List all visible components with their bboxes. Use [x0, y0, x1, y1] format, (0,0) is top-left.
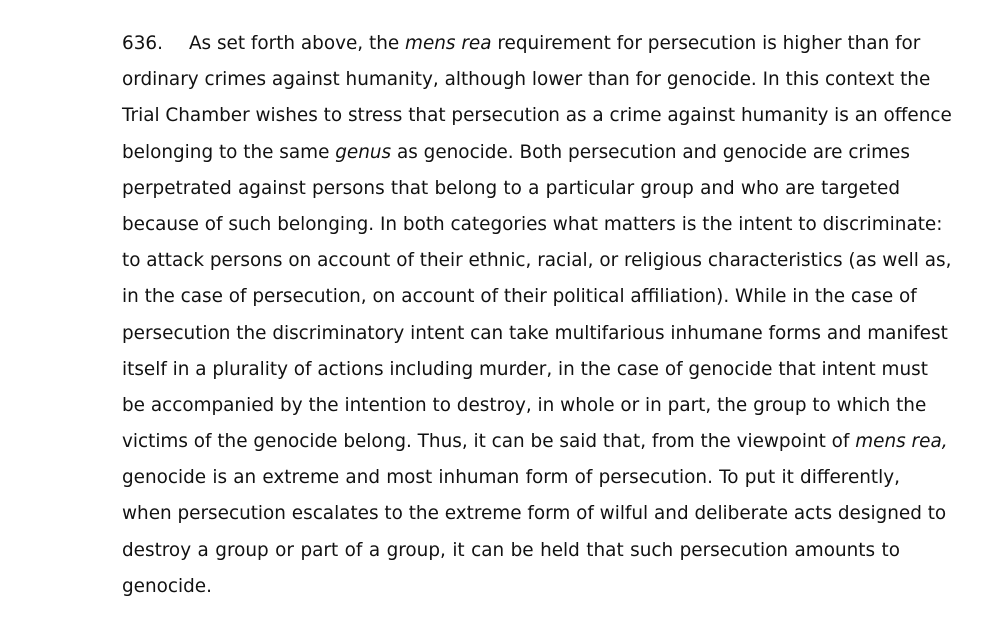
line-text: requirement for persecution is higher than for	[491, 33, 921, 54]
line-text: because of such belonging. In both categories what matters is the intent to discriminate:	[122, 213, 943, 235]
paragraph-number: 636.	[122, 33, 163, 54]
line-text: genocide is an extreme and most inhuman form of persecution. To put it differently,	[122, 467, 900, 489]
paragraph-line-11	[122, 388, 927, 424]
line-text: destroy a group or part of a group, it can be held that such persecution amounts to	[122, 539, 900, 561]
line-text: in the case of persecution, on account of their political affiliation). While in the case of	[122, 286, 917, 308]
document-page	[122, 26, 952, 605]
line-text: persecution the discriminatory intent can take multifarious inhumane forms and manifest	[122, 322, 948, 344]
line-text: ordinary crimes against humanity, although lower than for genocide. In this context the	[122, 69, 931, 91]
paragraph-line-9	[122, 316, 948, 352]
paragraph-line-6	[122, 207, 943, 243]
line-text: genocide.	[122, 575, 212, 597]
line-text: victims of the genocide belong. Thus, it can be said that, from the viewpoint of	[122, 431, 856, 453]
line-text: be accompanied by the intention to destroy, in whole or in part, the group to which the	[122, 394, 927, 416]
paragraph-line-5	[122, 171, 900, 207]
line-text: As set forth above, the	[188, 33, 406, 54]
paragraph-line-8	[122, 279, 917, 315]
paragraph-line-16	[122, 569, 900, 605]
italic-term: mens rea	[405, 33, 492, 54]
paragraph-line-15	[122, 533, 900, 569]
paragraph-line-2	[122, 62, 931, 98]
line-text: as genocide. Both persecution and genocide are crimes	[391, 141, 910, 163]
line-text: to attack persons on account of their ethnic, racial, or religious characteristics (as well as,	[122, 250, 952, 272]
paragraph-line-1	[122, 26, 921, 62]
paragraph-line-14	[122, 496, 947, 532]
paragraph-line-10	[122, 352, 928, 388]
italic-term: mens rea,	[855, 431, 948, 453]
paragraph-line-7	[122, 243, 952, 279]
italic-term: genus	[335, 141, 392, 163]
line-text: perpetrated against persons that belong to a particular group and who are targeted	[122, 177, 900, 199]
line-text: when persecution escalates to the extreme form of wilful and deliberate acts designed to	[122, 503, 947, 525]
paragraph-line-3	[122, 98, 952, 134]
paragraph-line-4	[122, 135, 910, 171]
line-text: belonging to the same	[122, 141, 336, 163]
line-text: Trial Chamber wishes to stress that persecution as a crime against humanity is an offence	[122, 105, 952, 127]
paragraph-line-12	[122, 424, 948, 460]
line-text: itself in a plurality of actions including murder, in the case of genocide that intent must	[122, 358, 928, 380]
paragraph-line-13	[122, 460, 900, 496]
